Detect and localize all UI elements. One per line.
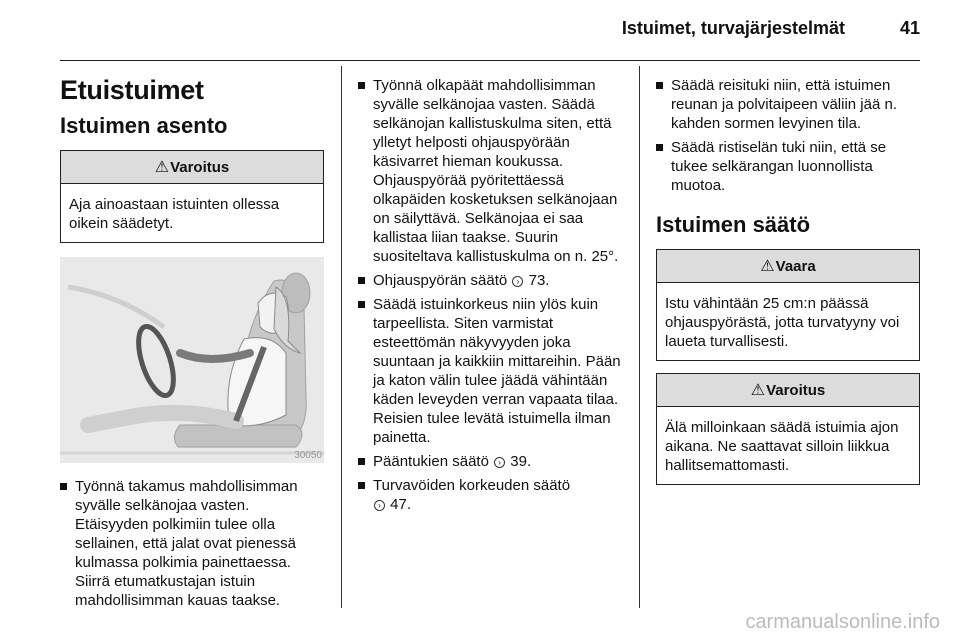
warning-box [60, 150, 324, 243]
column-divider [341, 66, 342, 608]
page-reference[interactable]: 73. [528, 272, 550, 289]
page-reference[interactable]: 39. [510, 453, 532, 470]
warning-box-header [61, 151, 323, 184]
page-reference[interactable]: 47. [390, 496, 412, 513]
danger-box-title: Vaara [775, 258, 816, 275]
warning-box-header [657, 374, 919, 407]
watermark: carmanualsonline.info [745, 611, 940, 633]
column-left [60, 66, 324, 615]
list-item: Pääntukien säätö › 39. [358, 452, 622, 471]
list-item: Työnnä takamus mahdollisimman syvälle selkänojaa vasten. Etäisyyden polkimiin tulee olla sellainen, että jalat ovat pienessä kulmassa polkimia painettaessa. Siirrä etumatkustajan istuin mahdollisimman kauas taakse. [60, 477, 324, 610]
subsection-title: Istuimen asento [60, 113, 228, 138]
list-item: Työnnä olkapäät mahdollisimman syvälle selkänojaa vasten. Säädä selkänojan kallistuskulma siten, että ylletyt helposti ohjauspyörään käsivarret hieman koukussa. Ohjauspyörää pyöritettäessä olkapäiden kosketuksen selkänojaan on säilyttävä. Selkänojaa ei saa kallistaa liian taakse. Suurin suositeltava kallistuskulma on n. 25°. [358, 76, 622, 266]
warning-box-body: Älä milloinkaan säädä istuimia ajon aikana. Ne saattavat silloin liikkua hallitsemattomasti. [665, 419, 899, 474]
danger-box [656, 249, 920, 361]
warning-box-body: Aja ainoastaan istuinten ollessa oikein säädetyt. [69, 196, 280, 232]
danger-box-body: Istu vähintään 25 cm:n päässä ohjauspyörästä, jotta turvatyyny voi laueta turvallisesti. [665, 295, 900, 350]
column-middle [358, 66, 622, 519]
bullet-list [656, 76, 920, 195]
list-item: Säädä ristiselän tuki niin, että se tukee selkärangan luonnollista muotoa. [656, 138, 920, 195]
list-item: Säädä istuinkorkeus niin ylös kuin tarpeellista. Siten varmistat esteettömän näkyvyyden joka suuntaan ja kaikkiin mittareihin. Pään ja katon välin tulee jäädä vähintään käden leveyden verran vapaata tilaa. Reisien tulee levätä istuimella ilman painetta. [358, 295, 622, 447]
section-title: Etuistuimet [60, 75, 204, 105]
warning-box-title: Varoitus [766, 382, 826, 399]
column-divider [639, 66, 640, 608]
running-header [60, 0, 920, 61]
list-item: Turvavöiden korkeuden säätö › 47. [358, 476, 622, 514]
list-item: Säädä reisituki niin, että istuimen reunan ja polvitaipeen väliin jää n. kahden sormen levyinen tila. [656, 76, 920, 133]
running-title: Istuimet, turvajärjestelmät [621, 18, 845, 38]
warning-box [656, 373, 920, 485]
warning-box-title: Varoitus [170, 159, 230, 176]
warning-icon: ⚠ [154, 159, 170, 176]
bullet-list [60, 477, 324, 610]
seat-position-illustration [60, 257, 324, 463]
warning-icon: ⚠ [750, 382, 766, 399]
page-number: 41 [899, 18, 920, 38]
page-reference-icon: › [512, 276, 523, 287]
list-item: Ohjauspyörän säätö › 73. [358, 271, 622, 290]
danger-box-header [657, 250, 919, 283]
warning-icon: ⚠ [760, 258, 775, 275]
column-right [656, 66, 920, 485]
page-reference-icon: › [494, 457, 505, 468]
bullet-list [358, 76, 622, 514]
subsection-title: Istuimen säätö [656, 212, 811, 237]
figure-number: 30050 [294, 450, 322, 461]
page-reference-icon: › [374, 500, 385, 511]
driver-seat-figure [60, 257, 324, 463]
